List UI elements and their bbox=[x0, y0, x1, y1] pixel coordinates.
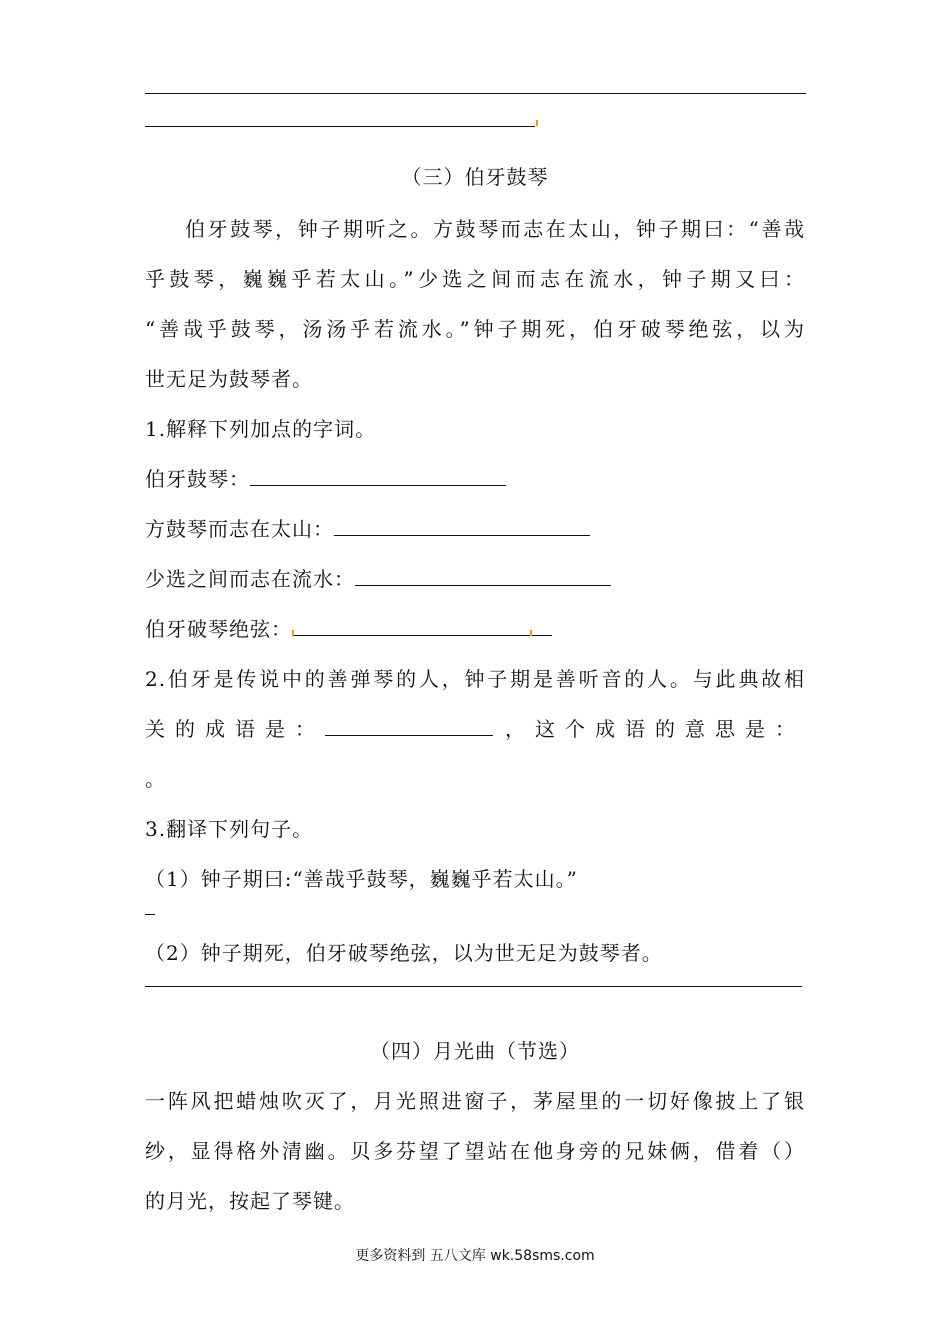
answer-line bbox=[145, 93, 806, 94]
question-prompt: 3.翻译下列句子。 bbox=[145, 817, 314, 841]
sentence: （2）钟子期死，伯牙破琴绝弦，以为世无足为鼓琴者。 bbox=[145, 941, 663, 965]
answer-line bbox=[145, 126, 535, 127]
question-prompt: 1.解释下列加点的字词。 bbox=[145, 417, 377, 441]
q1-item bbox=[145, 463, 506, 492]
question-line: 。 bbox=[145, 767, 166, 791]
section-title: （三）伯牙鼓琴 bbox=[401, 165, 549, 189]
edit-mark bbox=[536, 120, 538, 126]
answer-blank[interactable] bbox=[294, 615, 530, 636]
question-line: 2.伯牙是传说中的善弹琴的人，钟子期是善听音的人。与此典故相 bbox=[145, 667, 805, 691]
q2-text-a: 关的成语是： bbox=[145, 717, 325, 741]
passage-line: 纱，显得格外清幽。贝多芬望了望站在他身旁的兄妹俩，借着（） bbox=[145, 1139, 805, 1163]
passage-line: “善哉乎鼓琴，汤汤乎若流水。”钟子期死，伯牙破琴绝弦，以为 bbox=[145, 317, 805, 341]
q1-item-label: 方鼓琴而志在太山： bbox=[145, 517, 334, 541]
q1-item bbox=[145, 563, 611, 592]
answer-line bbox=[145, 914, 155, 915]
passage-line: 一阵风把蜡烛吹灭了，月光照进窗子，茅屋里的一切好像披上了银 bbox=[145, 1089, 805, 1113]
answer-blank[interactable] bbox=[334, 515, 590, 536]
footer-source: 更多资料到 五八文库 wk.58sms.com bbox=[355, 1248, 595, 1264]
sentence: （1）钟子期曰:“善哉乎鼓琴，巍巍乎若太山。” bbox=[145, 867, 578, 891]
q1-item-label: 伯牙破琴绝弦： bbox=[145, 617, 292, 641]
answer-blank[interactable] bbox=[325, 715, 493, 736]
q1-item-label: 少选之间而志在流水： bbox=[145, 567, 355, 591]
section-title: （四）月光曲（节选） bbox=[370, 1039, 580, 1063]
question-line bbox=[145, 713, 805, 742]
answer-blank[interactable] bbox=[250, 465, 506, 486]
q1-item-label: 伯牙鼓琴： bbox=[145, 467, 250, 491]
passage-line: 的月光，按起了琴键。 bbox=[145, 1189, 355, 1213]
passage-line: 伯牙鼓琴，钟子期听之。方鼓琴而志在太山，钟子期曰：“善哉 bbox=[185, 217, 805, 241]
answer-blank[interactable] bbox=[355, 565, 611, 586]
q2-text-b: ，这个成语的意思是： bbox=[505, 717, 805, 741]
answer-line bbox=[145, 986, 802, 987]
answer-blank[interactable] bbox=[532, 615, 552, 636]
q1-item bbox=[145, 513, 590, 542]
q1-item bbox=[145, 613, 552, 642]
passage-line: 乎鼓琴，巍巍乎若太山。”少选之间而志在流水，钟子期又曰： bbox=[145, 267, 805, 291]
passage-line: 世无足为鼓琴者。 bbox=[145, 367, 313, 391]
